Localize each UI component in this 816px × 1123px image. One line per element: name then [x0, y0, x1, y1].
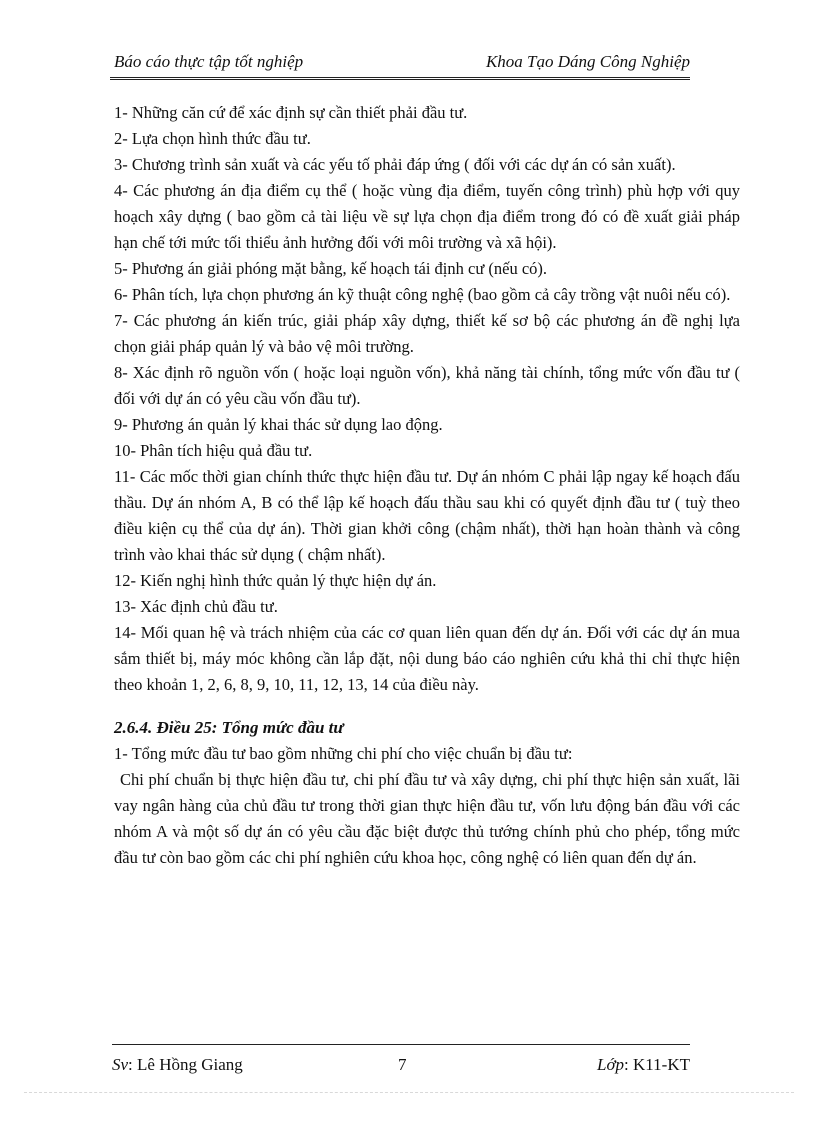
list-item: 14- Mối quan hệ và trách nhiệm của các cơ quan liên quan đến dự án. Đối với các dự án mua sắm thiết bị, máy móc không cần lắp đặt, nội dung báo cáo nghiên cứu khả thi chỉ thực hiện theo khoản 1, 2, 6, 8, 9, 10, 11, 12, 13, 14 của điều này. [114, 623, 740, 694]
list-item: 3- Chương trình sản xuất và các yếu tố phải đáp ứng ( đối với các dự án có sản xuất). [114, 155, 676, 174]
list-item: 10- Phân tích hiệu quả đầu tư. [114, 441, 313, 460]
header-report-title: Báo cáo thực tập tốt nghiệp [114, 52, 304, 71]
list-item: 11- Các mốc thời gian chính thức thực hiện đầu tư. Dự án nhóm C phải lập ngay kế hoạch đấu thầu. Dự án nhóm A, B có thể lập kế hoạch đấu thầu sau khi có quyết định đầu tư ( tuỳ theo điều kiện cụ thể của dự án). Thời gian khởi công (chậm nhất), thời hạn hoàn thành và công trình vào khai thác sử dụng ( chậm nhất). [114, 467, 740, 564]
list-item: 5- Phương án giải phóng mặt bằng, kế hoạch tái định cư (nếu có). [114, 259, 548, 278]
page-edge [24, 1092, 794, 1093]
page-number: 7 [398, 1055, 407, 1074]
list-item: 4- Các phương án địa điểm cụ thể ( hoặc vùng địa điểm, tuyến công trình) phù hợp với quy hoạch xây dựng ( bao gồm cả tài liệu về sự lựa chọn địa điểm trong đó có đề xuất giải pháp hạn chế tới mức tối thiểu ảnh hưởng đối với môi trường và xã hội). [114, 181, 740, 252]
list-item: 2- Lựa chọn hình thức đầu tư. [114, 129, 311, 148]
footer-divider [112, 1044, 690, 1045]
footer-class-value: : K11-KT [624, 1055, 690, 1074]
section-paragraph: Chi phí chuẩn bị thực hiện đầu tư, chi phí đầu tư và xây dựng, chi phí thực hiện sản xuất, lãi vay ngân hàng của chủ đầu tư trong thời gian thực hiện đầu tư, vốn lưu động bán đầu với các nhóm A và một số dự án có yêu cầu đặc biệt được thủ tướng chính phủ cho phép, tổng mức đầu tư còn bao gồm các chi phí nghiên cứu khoa học, công nghệ có liên quan đến dự án. [114, 770, 740, 867]
list-item: 12- Kiến nghị hình thức quản lý thực hiện dự án. [114, 571, 437, 590]
footer-student [112, 1055, 243, 1075]
section-paragraph: 1- Tổng mức đầu tư bao gồm những chi phí cho việc chuẩn bị đầu tư: [114, 744, 573, 763]
page-header [110, 50, 690, 80]
list-item: 9- Phương án quản lý khai thác sử dụng lao động. [114, 415, 443, 434]
list-item: 13- Xác định chủ đầu tư. [114, 597, 278, 616]
section-heading: 2.6.4. Điều 25: Tổng mức đầu tư [114, 718, 344, 737]
document-body [114, 100, 740, 871]
footer-student-label: Sv [112, 1055, 129, 1074]
list-item: 1- Những căn cứ để xác định sự cần thiết phải đầu tư. [114, 103, 468, 122]
footer-class-label: Lớp [597, 1055, 625, 1074]
header-divider [110, 77, 690, 80]
footer-class [597, 1055, 690, 1075]
list-item: 6- Phân tích, lựa chọn phương án kỹ thuật công nghệ (bao gồm cả cây trồng vật nuôi nếu có). [114, 285, 731, 304]
page-footer [112, 1055, 690, 1077]
list-item: 7- Các phương án kiến trúc, giải pháp xây dựng, thiết kế sơ bộ các phương án đề nghị lựa chọn giải pháp quản lý và bảo vệ môi trường. [114, 311, 740, 356]
footer-student-name: : Lê Hồng Giang [128, 1055, 243, 1074]
list-item: 8- Xác định rõ nguồn vốn ( hoặc loại nguồn vốn), khả năng tài chính, tổng mức vốn đầu tư ( đối với dự án có yêu cầu vốn đầu tư). [114, 363, 740, 408]
header-faculty: Khoa Tạo Dáng Công Nghiệp [485, 52, 690, 71]
